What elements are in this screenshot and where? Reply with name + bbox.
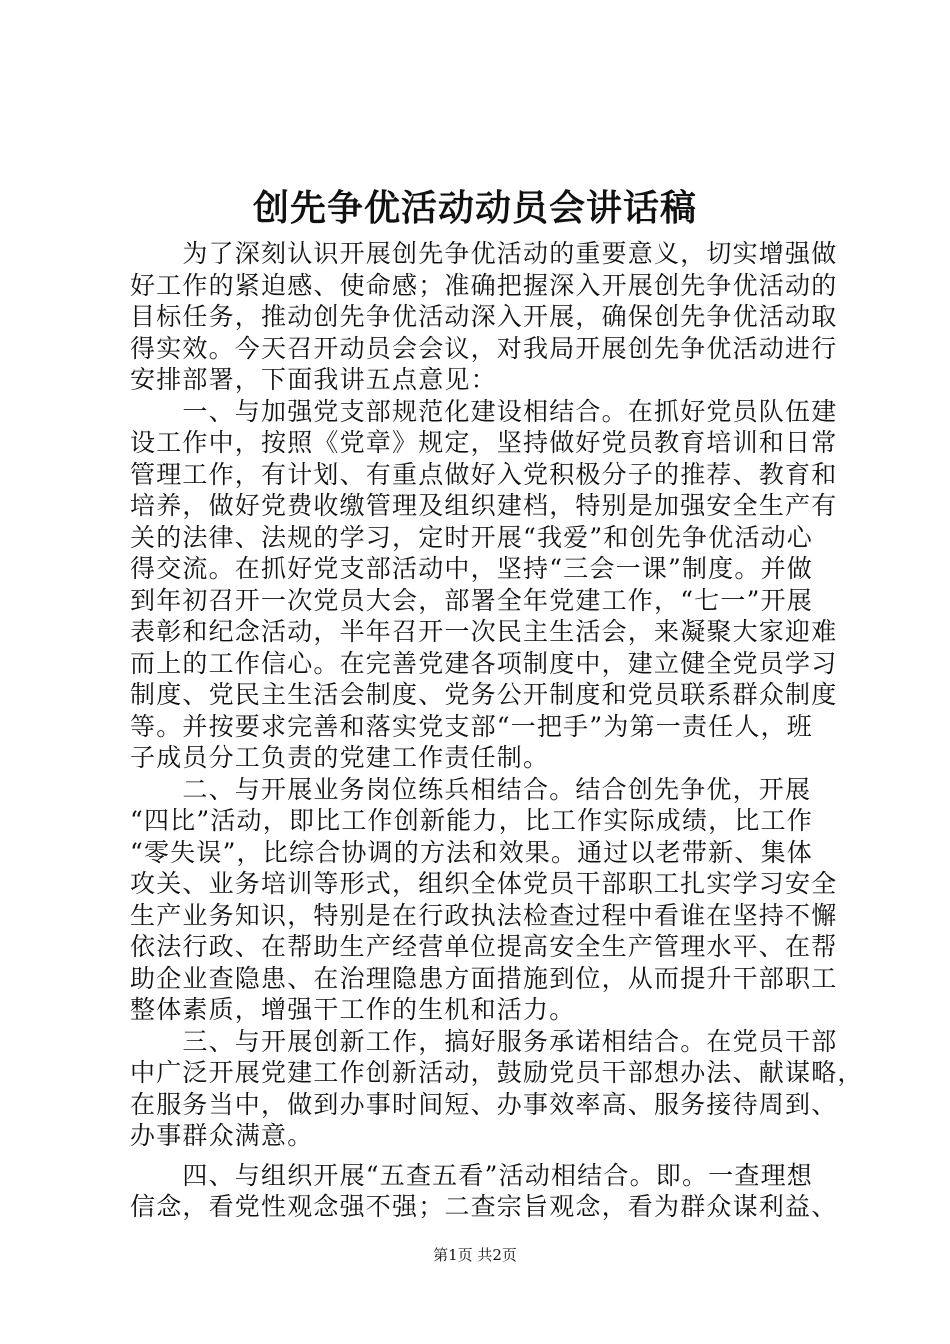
text-line: 办事群众满意。 <box>130 1121 314 1150</box>
text-line: 子成员分工负责的党建工作责任制。 <box>130 743 550 772</box>
text-line: 助企业查隐患、在治理隐患方面措施到位，从而提升干部职工 <box>130 963 838 993</box>
text-line: 培养，做好党费收缴管理及组织建档，特别是加强安全生产有 <box>130 491 838 520</box>
page-number-footer: 第1页 共2页 <box>433 1246 517 1264</box>
text-line: 信念，看党性观念强不强；二查宗旨观念，看为群众谋利益、 <box>130 1192 838 1221</box>
text-line: 生产业务知识，特别是在行政执法检查过程中看谁在坚持不懈 <box>130 900 838 930</box>
text-line: 好工作的紧迫感、使命感；准确把握深入开展创先争优活动的 <box>130 270 838 300</box>
paragraph-gap <box>130 1152 850 1160</box>
text-line: 整体素质，增强干工作的生机和活力。 <box>130 995 576 1024</box>
text-line: 制度、党民主生活会制度、党务公开制度和党员联系群众制度 <box>130 680 838 709</box>
text-line: 而上的工作信心。在完善党建各项制度中，建立健全党员学习 <box>130 648 838 678</box>
text-line: 表彰和纪念活动，半年召开一次民主生活会，来凝聚大家迎难 <box>130 617 838 646</box>
text-line: 为了深刻认识开展创先争优活动的重要意义，切实增强做 <box>130 239 838 268</box>
text-line: 四、与组织开展“五查五看”活动相结合。即。一查理想 <box>130 1160 813 1190</box>
text-line: 设工作中，按照《党章》规定，坚持做好党员教育培训和日常 <box>130 428 838 457</box>
text-line: 等。并按要求完善和落实党支部“一把手”为第一责任人，班 <box>130 711 813 741</box>
text-line: 安排部署，下面我讲五点意见： <box>130 365 497 394</box>
text-line: 三、与开展创新工作，搞好服务承诺相结合。在党员干部 <box>130 1026 838 1056</box>
text-line: 目标任务，推动创先争优活动深入开展，确保创先争优活动取 <box>130 302 838 331</box>
text-line: 关的法律、法规的学习，定时开展“我爱”和创先争优活动心 <box>130 522 813 552</box>
text-line: 得交流。在抓好党支部活动中，坚持“三会一课”制度。并做 <box>130 554 813 583</box>
document-title: 创先争优活动动员会讲话稿 <box>252 187 697 229</box>
text-line: 二、与开展业务岗位练兵相结合。结合创先争优，开展 <box>130 774 812 804</box>
text-line: “零失误”，比综合协调的方法和效果。通过以老带新、集体 <box>130 837 813 867</box>
text-line: 得实效。今天召开动员会会议，对我局开展创先争优活动进行 <box>130 333 838 363</box>
text-line: 一、与加强党支部规范化建设相结合。在抓好党员队伍建 <box>130 396 838 426</box>
text-line: 中广泛开展党建工作创新活动，鼓励党员干部想办法、献谋略， <box>130 1058 864 1087</box>
text-line: 在服务当中，做到办事时间短、办事效率高、服务接待周到、 <box>130 1089 838 1119</box>
text-line: 攻关、业务培训等形式，组织全体党员干部职工扎实学习安全 <box>130 869 838 898</box>
document-body <box>130 238 864 1223</box>
text-line: 管理工作，有计划、有重点做好入党积极分子的推荐、教育和 <box>130 459 838 489</box>
text-line: “四比”活动，即比工作创新能力，比工作实际成绩，比工作 <box>130 806 813 835</box>
text-line: 依法行政、在帮助生产经营单位提高安全生产管理水平、在帮 <box>130 932 838 961</box>
text-line: 到年初召开一次党员大会，部署全年党建工作，“七一”开展 <box>130 585 813 615</box>
